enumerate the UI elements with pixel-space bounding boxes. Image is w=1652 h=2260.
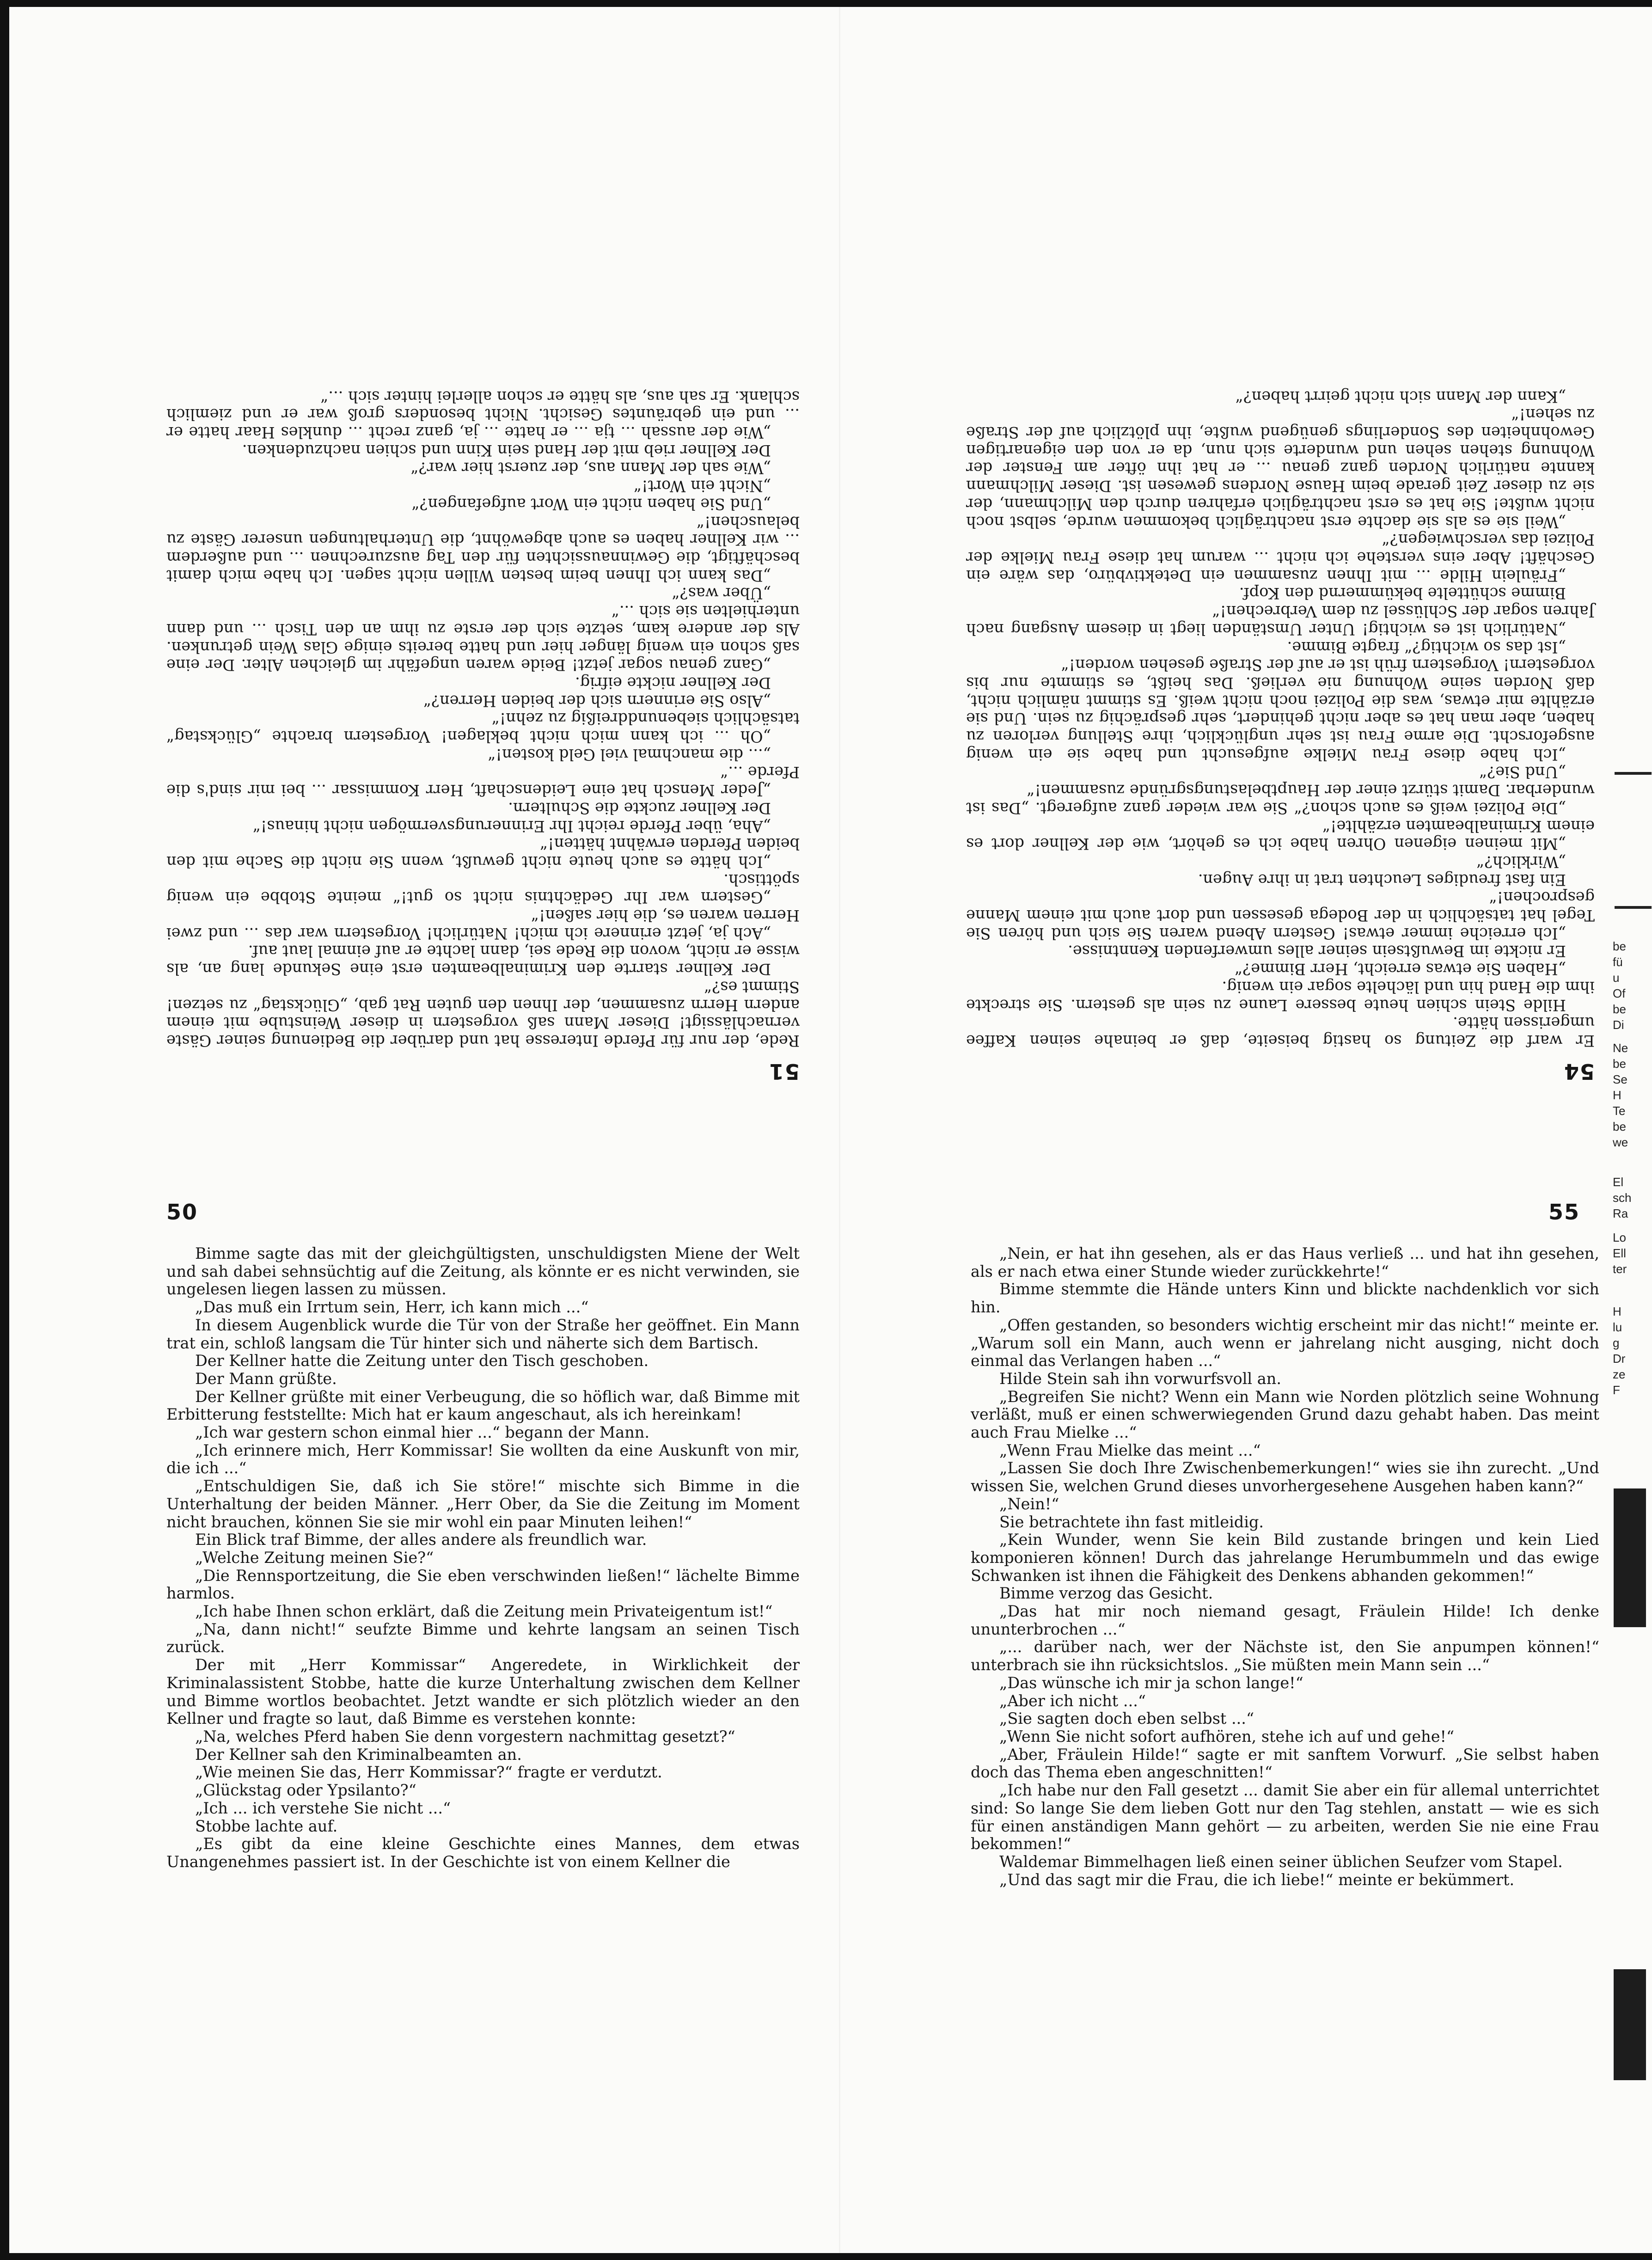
paragraph: „Wie meinen Sie das, Herr Kommissar?“ fragte er verdutzt. bbox=[195, 1763, 662, 1782]
page-number: 55 bbox=[1548, 1200, 1580, 1225]
fragment-text: be bbox=[1613, 939, 1626, 953]
fragment-text: F bbox=[1613, 1383, 1620, 1397]
paragraph: Ein Blick traf Bimme, der alles andere als freundlich war. bbox=[195, 1531, 647, 1549]
paragraph: Stobbe lachte auf. bbox=[195, 1817, 338, 1835]
fragment-text: ter bbox=[1613, 1262, 1627, 1276]
fragment-text: H bbox=[1613, 1305, 1621, 1318]
paragraph: Er nickte im Bewußtsein seiner alles umwerfenden Kenntnisse. bbox=[1068, 942, 1566, 961]
paragraph: Bimme stemmte die Hände unters Kinn und blickte nachdenklich vor sich hin. bbox=[971, 1280, 1599, 1317]
fragment-text: be bbox=[1613, 1120, 1626, 1133]
page-number: 51 bbox=[768, 1059, 800, 1084]
paragraph: Der Kellner sah den Kriminalbeamten an. bbox=[195, 1745, 522, 1764]
fragment-text: ze bbox=[1613, 1367, 1626, 1381]
fragment-text: Se bbox=[1613, 1072, 1628, 1086]
paragraph: „Offen gestanden, so besonders wichtig erscheint mir das nicht!“ meinte er. „Warum soll ein Mann, auch wenn er jahrelang nicht ausging, nicht doch einmal das Verlangen haben ...“ bbox=[971, 1316, 1599, 1370]
adjacent-page-fragment bbox=[1611, 767, 1652, 2108]
paragraph: Der Kellner nickte eifrig. bbox=[575, 674, 771, 692]
fragment-text: Ell bbox=[1613, 1246, 1626, 1260]
paragraph: „Wie sah der Mann aus, der zuerst hier war?“ bbox=[410, 459, 771, 478]
paragraph: In diesem Augenblick wurde die Tür von der Straße her geöffnet. Ein Mann trat ein, schloß langsam die Tür hinter sich und näherte sich dem Bartisch. bbox=[166, 1316, 800, 1352]
paragraph: „Aha, über Pferde reicht Ihr Erinnerungsvermögen nicht hinaus!“ bbox=[252, 817, 771, 835]
page-number: 50 bbox=[166, 1200, 198, 1225]
fragment-text: El bbox=[1613, 1175, 1624, 1189]
page-text bbox=[166, 387, 800, 1049]
paragraph: „Ich war gestern schon einmal hier ...“ begann der Mann. bbox=[195, 1423, 649, 1442]
paragraph: „Fräulein Hilde ... mit Ihnen zusammen ein Detektivbüro, das wäre ein Geschäft! Aber eins verstehe ich nicht ... warum hat diese Frau Mielke der Polizei das verschwiegen?“ bbox=[966, 531, 1595, 585]
paragraph: „Ich habe Ihnen schon erklärt, daß die Zeitung mein Privateigentum ist!“ bbox=[195, 1602, 773, 1621]
fragment-text: be bbox=[1613, 1002, 1626, 1016]
paragraph: „Ich hätte es auch heute nicht gewußt, wenn Sie nicht die Sache mit den beiden Pferden erwähnt hätten!“ bbox=[166, 835, 800, 871]
fragment-text: u bbox=[1613, 971, 1620, 985]
paragraph: Bimme verzog das Gesicht. bbox=[999, 1584, 1213, 1603]
page-text bbox=[971, 1245, 1599, 1889]
paragraph: „Ich erinnere mich, Herr Kommissar! Sie wollten da eine Auskunft von mir, die ich ...“ bbox=[166, 1441, 800, 1477]
fragment-text: Di bbox=[1613, 1018, 1624, 1032]
paragraph: Rede, der nur für Pferde Interesse hat und darüber die Bedienung seiner Gäste vernachlässigt! Dieser Mann saß vorgestern in dieser Weinstube mit einem andern Herrn zusammen, der Ihnen den guten Rat gab, „Glückstag“ zu setzen! Stimmt es?“ bbox=[166, 978, 800, 1050]
paragraph: „Weil sie es als sie dachte erst nachträglich bekommen wurde, selbst noch nicht wußte! Sie hat es erst nachträglich erfahren durch den Milchmann, der sie zu dieser Zeit gerade beim Hause Nordens gewesen ist. Dieser Milchmann kannte natürlich Norden ganz genau ... er hat ihn öfter am Fenster der Wohnung stehen sehen und wunderte sich nun, da er von den eigenartigen Gewohnheiten des Sonderlings genügend wußte, ihn plötzlich auf der Straße zu sehen!“ bbox=[966, 405, 1595, 531]
fragment-text: Ra bbox=[1613, 1207, 1628, 1220]
page-text bbox=[966, 387, 1595, 1049]
paragraph: „Aber, Fräulein Hilde!“ sagte er mit sanftem Vorwurf. „Sie selbst haben doch das Thema eben angeschnitten!“ bbox=[971, 1745, 1599, 1782]
paragraph: „Und Sie?“ bbox=[1479, 763, 1566, 782]
paragraph: „Also Sie erinnern sich der beiden Herren?“ bbox=[423, 692, 771, 710]
page-51 bbox=[162, 76, 804, 1084]
paragraph: „Wirklich?“ bbox=[1476, 852, 1566, 871]
paragraph: „Entschuldigen Sie, daß ich Sie störe!“ mischte sich Bimme in die Unterhaltung der beiden Männer. „Herr Ober, da Sie die Zeitung im Moment nicht brauchen, können Sie sie mir wohl ein paar Minuten leihen!“ bbox=[166, 1477, 800, 1531]
paragraph: Sie betrachtete ihn fast mitleidig. bbox=[999, 1513, 1264, 1531]
paragraph: „Und das sagt mir die Frau, die ich liebe!“ meinte er bekümmert. bbox=[999, 1870, 1515, 1889]
fragment-text: Ne bbox=[1613, 1041, 1628, 1055]
page-54 bbox=[961, 76, 1599, 1084]
paragraph: „Das hat mir noch niemand gesagt, Fräulein Hilde! Ich denke ununterbrochen ...“ bbox=[971, 1602, 1599, 1638]
paragraph: Der Mann grüßte. bbox=[195, 1369, 337, 1388]
advertisement-block bbox=[1614, 1488, 1646, 1627]
paragraph: „Die Polizei weiß es auch schon?“ Sie war wieder ganz aufgeregt. „Das ist wunderbar. Damit stürzt einer der Hauptbelastungsgründe zusammen!“ bbox=[966, 781, 1595, 817]
paragraph: Der Kellner rieb mit der Hand sein Kinn und schien nachzudenken. bbox=[242, 441, 771, 459]
paragraph: „Ich habe diese Frau Mielke aufgesucht und habe sie ein wenig ausgeforscht. Die arme Frau ist sehr unglücklich, ihre Stellung verloren zu haben, aber man hat es aber nicht gehindert, sehr gesprächig zu sein. Und sie erzählte mir etwas, was die Polizei noch nicht weiß. Es stimmt nämlich nicht, daß Norden seine Wohnung nie verließ. Das heißt, es stimmte nur bis vorgestern! Vorgestern früh ist er auf der Straße gesehen worden!“ bbox=[966, 656, 1595, 764]
paragraph: „Das muß ein Irrtum sein, Herr, ich kann mich ...“ bbox=[195, 1298, 589, 1317]
paragraph: „Natürlich ist es wichtig! Unter Umständen liegt in diesem Ausgang nach Jahren sogar der Schlüssel zu dem Verbrechen!“ bbox=[966, 602, 1595, 638]
paragraph: „Welche Zeitung meinen Sie?“ bbox=[195, 1548, 434, 1567]
page-gutter bbox=[839, 7, 840, 2253]
paragraph: „Sie sagten doch eben selbst ...“ bbox=[999, 1709, 1254, 1728]
paragraph: „Kann der Mann sich nicht geirrt haben?“ bbox=[1235, 387, 1566, 406]
paragraph: Hilde Stein schien heute bessere Laune zu sein als gestern. Sie streckte ihm die Hand hin und lächelte sogar ein wenig. bbox=[966, 978, 1595, 1014]
paragraph: Der Kellner zuckte die Schultern. bbox=[508, 799, 771, 817]
fragment-text: we bbox=[1613, 1135, 1628, 1149]
paragraph: „Haben Sie etwas erreicht, Herr Bimme?“ bbox=[1235, 960, 1566, 979]
paragraph: „Gestern war Ihr Gedächtnis nicht so gut!“ meinte Stobbe ein wenig spöttisch. bbox=[166, 870, 800, 907]
fragment-text: fü bbox=[1613, 955, 1623, 969]
fragment-text: Of bbox=[1613, 986, 1626, 1000]
fragment-text: Dr bbox=[1613, 1352, 1626, 1366]
paragraph: „Na, welches Pferd haben Sie denn vorgestern nachmittag gesetzt?“ bbox=[195, 1727, 735, 1746]
paragraph: „Das kann ich Ihnen beim besten Willen nicht sagen. Ich habe mich damit beschäftigt, die Gewinnaussichten für den Tag auszurechnen ... und außerdem ... wir Kellner haben es auch abgewöhnt, die Unterhaltungen unserer Gäste zu belauschen!“ bbox=[166, 513, 800, 585]
advertisement-block bbox=[1614, 1969, 1646, 2080]
page-text bbox=[166, 1245, 800, 1871]
paragraph: „Ach ja, jetzt erinnere ich mich! Natürlich! Vorgestern war das ... und zwei Herren waren es, die hier saßen!“ bbox=[166, 906, 800, 943]
paragraph: Bimme schüttelte bekümmernd den Kopf. bbox=[1239, 584, 1566, 603]
paragraph: „Wenn Sie nicht sofort aufhören, stehe ich auf und gehe!“ bbox=[999, 1727, 1455, 1746]
paragraph: „Lassen Sie doch Ihre Zwischenbemerkungen!“ wies sie ihn zurecht. „Und wissen Sie, welchen Grund dieses unvorhergesehene Ausgehen haben kann?“ bbox=[971, 1459, 1599, 1495]
rule-line bbox=[1615, 906, 1652, 909]
paragraph: Der Kellner grüßte mit einer Verbeugung, die so höflich war, daß Bimme mit Erbitterung feststellte: Mich hat er kaum angeschaut, als ich hereinkam! bbox=[166, 1387, 800, 1424]
paragraph: „Die Rennsportzeitung, die Sie eben verschwinden ließen!“ lächelte Bimme harmlos. bbox=[166, 1566, 800, 1603]
paragraph: „Es gibt da eine kleine Geschichte eines Mannes, dem etwas Unangenehmes passiert ist. In der Geschichte ist von einem Kellner die bbox=[166, 1835, 800, 1871]
scanned-sheet bbox=[9, 7, 1652, 2253]
paragraph: „Ich erreiche immer etwas! Gestern Abend waren Sie sich und hören Sie Tegel hat tatsächlich in der Bodega gesessen und dort auch mit einem Manne gesprochen!“ bbox=[966, 888, 1595, 943]
paragraph: Der Kellner starrte den Kriminalbeamten erst eine Sekunde lang an, als wisse er nicht, wovon die Rede sei, dann lachte er auf einmal laut auf. bbox=[166, 942, 800, 979]
paragraph: „Ganz genau sogar jetzt! Beide waren ungefähr im gleichen Alter. Der eine saß schon ein wenig länger hier und hatte bereits einige Glas Wein getrunken. Als der andere kam, setzte sich der erste zu ihm an den Tisch ... und dann unterhielten sie sich ...“ bbox=[166, 602, 800, 674]
fragment-text: lu bbox=[1613, 1320, 1622, 1334]
paragraph: „Ich habe nur den Fall gesetzt ... damit Sie aber ein für allemal unterrichtet sind: So lange Sie dem lieben Gott nur den Tag stehlen, anstatt — wie es sich für einen anständigen Mann gehört — zu arbeiten, werden Sie nie eine Frau bekommen!“ bbox=[971, 1781, 1599, 1853]
page-number: 54 bbox=[1563, 1059, 1595, 1084]
fragment-text: H bbox=[1613, 1088, 1621, 1102]
paragraph: Er warf die Zeitung so hastig beiseite, daß er beinahe seinen Kaffee umgerissen hätte. bbox=[966, 1014, 1595, 1050]
paragraph: „Das wünsche ich mir ja schon lange!“ bbox=[999, 1673, 1303, 1692]
page-50 bbox=[162, 1200, 804, 2217]
paragraph: „... darüber nach, wer der Nächste ist, den Sie anpumpen können!“ unterbrach sie ihn rücksichtslos. „Sie müßten mein Mann sein ...“ bbox=[971, 1638, 1599, 1674]
fragment-text: g bbox=[1613, 1336, 1620, 1350]
rule-line bbox=[1615, 772, 1652, 775]
paragraph: „Aber ich nicht ...“ bbox=[999, 1691, 1146, 1710]
paragraph: „Nein!“ bbox=[999, 1494, 1059, 1513]
paragraph: Der Kellner hatte die Zeitung unter den Tisch geschoben. bbox=[195, 1352, 649, 1370]
paragraph: „Nicht ein Wort!“ bbox=[634, 477, 771, 496]
paragraph: „Na, dann nicht!“ seufzte Bimme und kehrte langsam an seinen Tisch zurück. bbox=[166, 1620, 800, 1656]
paragraph: „... die manchmal viel Geld kosten!“ bbox=[488, 745, 771, 764]
paragraph: „Oh ... ich kann mich nicht beklagen! Vorgestern brachte „Glückstag“ tatsächlich siebenunddreißig zu zehn!“ bbox=[166, 710, 800, 746]
paragraph: „Wie der aussah ... tja ... er hatte ... ja, ganz recht ... dunkles Haar hatte er ... und ein gebräuntes Gesicht. Nicht besonders groß war er und ziemlich schlank. Er sah aus, als hätte er schon allerlei hinter sich ...“ bbox=[166, 387, 800, 442]
fragment-text: sch bbox=[1613, 1191, 1632, 1205]
paragraph: „Mit meinen eigenen Ohren habe ich es gehört, wie der Kellner dort es einem Kriminalbeamten erzählte!“ bbox=[966, 817, 1595, 853]
paragraph: „Glückstag oder Ypsilanto?“ bbox=[195, 1781, 416, 1800]
paragraph: „Und Sie haben nicht ein Wort aufgefangen?“ bbox=[411, 495, 771, 513]
paragraph: „Kein Wunder, wenn Sie kein Bild zustande bringen und kein Lied komponieren können! Durch das jahrelange Herumbummeln und das ewige Schwanken ist ihnen die Fähigkeit des Denkens abhanden gekommen!“ bbox=[971, 1531, 1599, 1585]
paragraph: „Über was?“ bbox=[672, 584, 771, 603]
paragraph: Ein fast freudiges Leuchten trat in ihre Augen. bbox=[1198, 870, 1566, 889]
page-55 bbox=[971, 1200, 1613, 2217]
paragraph: „Nein, er hat ihn gesehen, als er das Haus verließ ... und hat ihn gesehen, als er nach etwa einer Stunde wieder zurückkehrte!“ bbox=[971, 1244, 1599, 1280]
fragment-text: be bbox=[1613, 1057, 1626, 1071]
paragraph: Hilde Stein sah ihn vorwurfsvoll an. bbox=[999, 1369, 1281, 1388]
paragraph: „Ist das so wichtig?“ fragte Bimme. bbox=[1287, 638, 1566, 656]
paragraph: „Begreifen Sie nicht? Wenn ein Mann wie Norden plötzlich seine Wohnung verläßt, muß er einen schwerwiegenden Grund dazu gehabt haben. Das meint auch Frau Mielke ...“ bbox=[971, 1387, 1599, 1442]
paragraph: „Wenn Frau Mielke das meint ...“ bbox=[999, 1441, 1261, 1459]
fragment-text: Te bbox=[1613, 1104, 1626, 1118]
paragraph: Waldemar Bimmelhagen ließ einen seiner üblichen Seufzer vom Stapel. bbox=[999, 1852, 1563, 1871]
paragraph: Der mit „Herr Kommissar“ Angeredete, in Wirklichkeit der Kriminalassistent Stobbe, hatte die kurze Unterhaltung zwischen dem Kellner und Bimme wortlos beobachtet. Jetzt wandte er sich plötzlich wieder an den Kellner und fragte so laut, daß Bimme es verstehen konnte: bbox=[166, 1656, 800, 1728]
paragraph: „Jeder Mensch hat eine Leidenschaft, Herr Kommissar ... bei mir sind's die Pferde ...“ bbox=[166, 763, 800, 800]
fragment-text: Lo bbox=[1613, 1231, 1626, 1244]
paragraph: Bimme sagte das mit der gleichgültigsten, unschuldigsten Miene der Welt und sah dabei sehnsüchtig auf die Zeitung, als könnte er es nicht verwinden, sie ungelesen liegen lassen zu müssen. bbox=[166, 1244, 800, 1298]
paragraph: „Ich ... ich verstehe Sie nicht ...“ bbox=[195, 1799, 451, 1817]
